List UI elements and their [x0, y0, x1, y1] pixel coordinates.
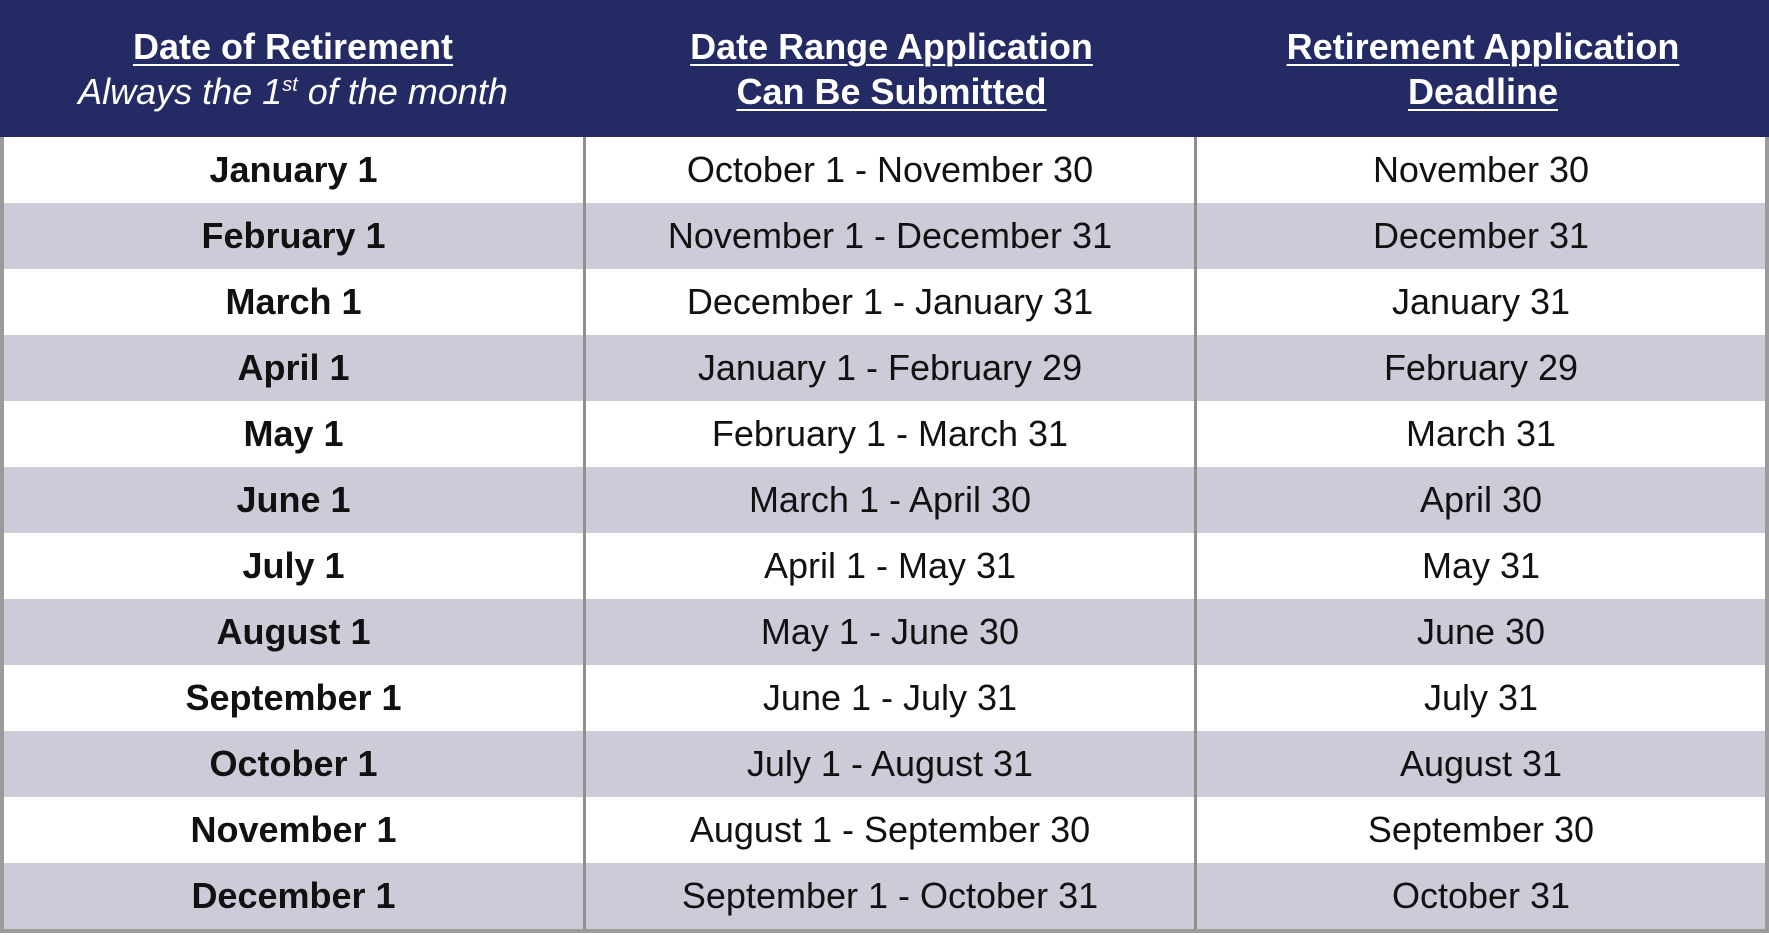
retirement-date-cell: November 1 [4, 797, 586, 863]
table-header [0, 0, 1769, 137]
subtitle-prefix: Always the 1 [78, 70, 283, 112]
header-col3-line1: Retirement Application [1286, 25, 1680, 67]
deadline-cell: February 29 [1383, 347, 1579, 388]
deadline-cell: June 30 [1416, 611, 1546, 652]
retirement-date-cell: April 1 [4, 335, 586, 401]
date-range-cell: August 1 - September 30 [586, 797, 1197, 863]
table-row [4, 665, 1765, 731]
header-date-range [586, 0, 1197, 137]
date-range-cell: June 1 - July 31 [586, 665, 1197, 731]
subtitle-suffix: of the month [297, 70, 508, 112]
header-col3-line2: Deadline [1407, 70, 1559, 112]
table-body [0, 137, 1769, 933]
date-range-cell: February 1 - March 31 [586, 401, 1197, 467]
table-row [4, 863, 1765, 929]
retirement-date-cell: September 1 [4, 665, 586, 731]
deadline-cell: September 30 [1367, 809, 1595, 850]
subtitle-superscript: st [282, 73, 298, 96]
retirement-date-cell: October 1 [4, 731, 586, 797]
header-col1-subtitle [78, 69, 508, 114]
date-range-cell: April 1 - May 31 [586, 533, 1197, 599]
header-col2-line1: Date Range Application [690, 25, 1093, 67]
table-row [4, 203, 1765, 269]
date-range-cell: November 1 - December 31 [586, 203, 1197, 269]
retirement-date-cell: May 1 [4, 401, 586, 467]
date-range-cell: September 1 - October 31 [586, 863, 1197, 929]
deadline-cell: January 31 [1391, 281, 1571, 322]
date-range-cell: July 1 - August 31 [586, 731, 1197, 797]
deadline-cell: December 31 [1372, 215, 1590, 256]
deadline-cell: March 31 [1405, 413, 1557, 454]
table-row [4, 533, 1765, 599]
retirement-date-cell: December 1 [4, 863, 586, 929]
deadline-cell: August 31 [1399, 743, 1563, 784]
table-row [4, 137, 1765, 203]
date-range-cell: May 1 - June 30 [586, 599, 1197, 665]
date-range-cell: December 1 - January 31 [586, 269, 1197, 335]
table-row [4, 599, 1765, 665]
date-range-cell: October 1 - November 30 [586, 137, 1197, 203]
retirement-date-cell: August 1 [4, 599, 586, 665]
deadline-cell: November 30 [1372, 149, 1590, 190]
retirement-date-cell: February 1 [4, 203, 586, 269]
deadline-cell: July 31 [1423, 677, 1539, 718]
deadline-cell: October 31 [1391, 875, 1571, 916]
header-date-of-retirement [0, 0, 586, 137]
table-row [4, 731, 1765, 797]
deadline-cell: April 30 [1419, 479, 1543, 520]
retirement-date-cell: June 1 [4, 467, 586, 533]
retirement-date-cell: March 1 [4, 269, 586, 335]
date-range-cell: March 1 - April 30 [586, 467, 1197, 533]
deadline-cell: May 31 [1421, 545, 1541, 586]
table-row [4, 797, 1765, 863]
retirement-date-cell: July 1 [4, 533, 586, 599]
header-deadline [1197, 0, 1769, 137]
table-row [4, 335, 1765, 401]
table-row [4, 269, 1765, 335]
date-range-cell: January 1 - February 29 [586, 335, 1197, 401]
table-row [4, 467, 1765, 533]
header-col2-line2: Can Be Submitted [736, 70, 1047, 112]
header-col1-title: Date of Retirement [132, 25, 454, 67]
table-row [4, 401, 1765, 467]
retirement-date-cell: January 1 [4, 137, 586, 203]
